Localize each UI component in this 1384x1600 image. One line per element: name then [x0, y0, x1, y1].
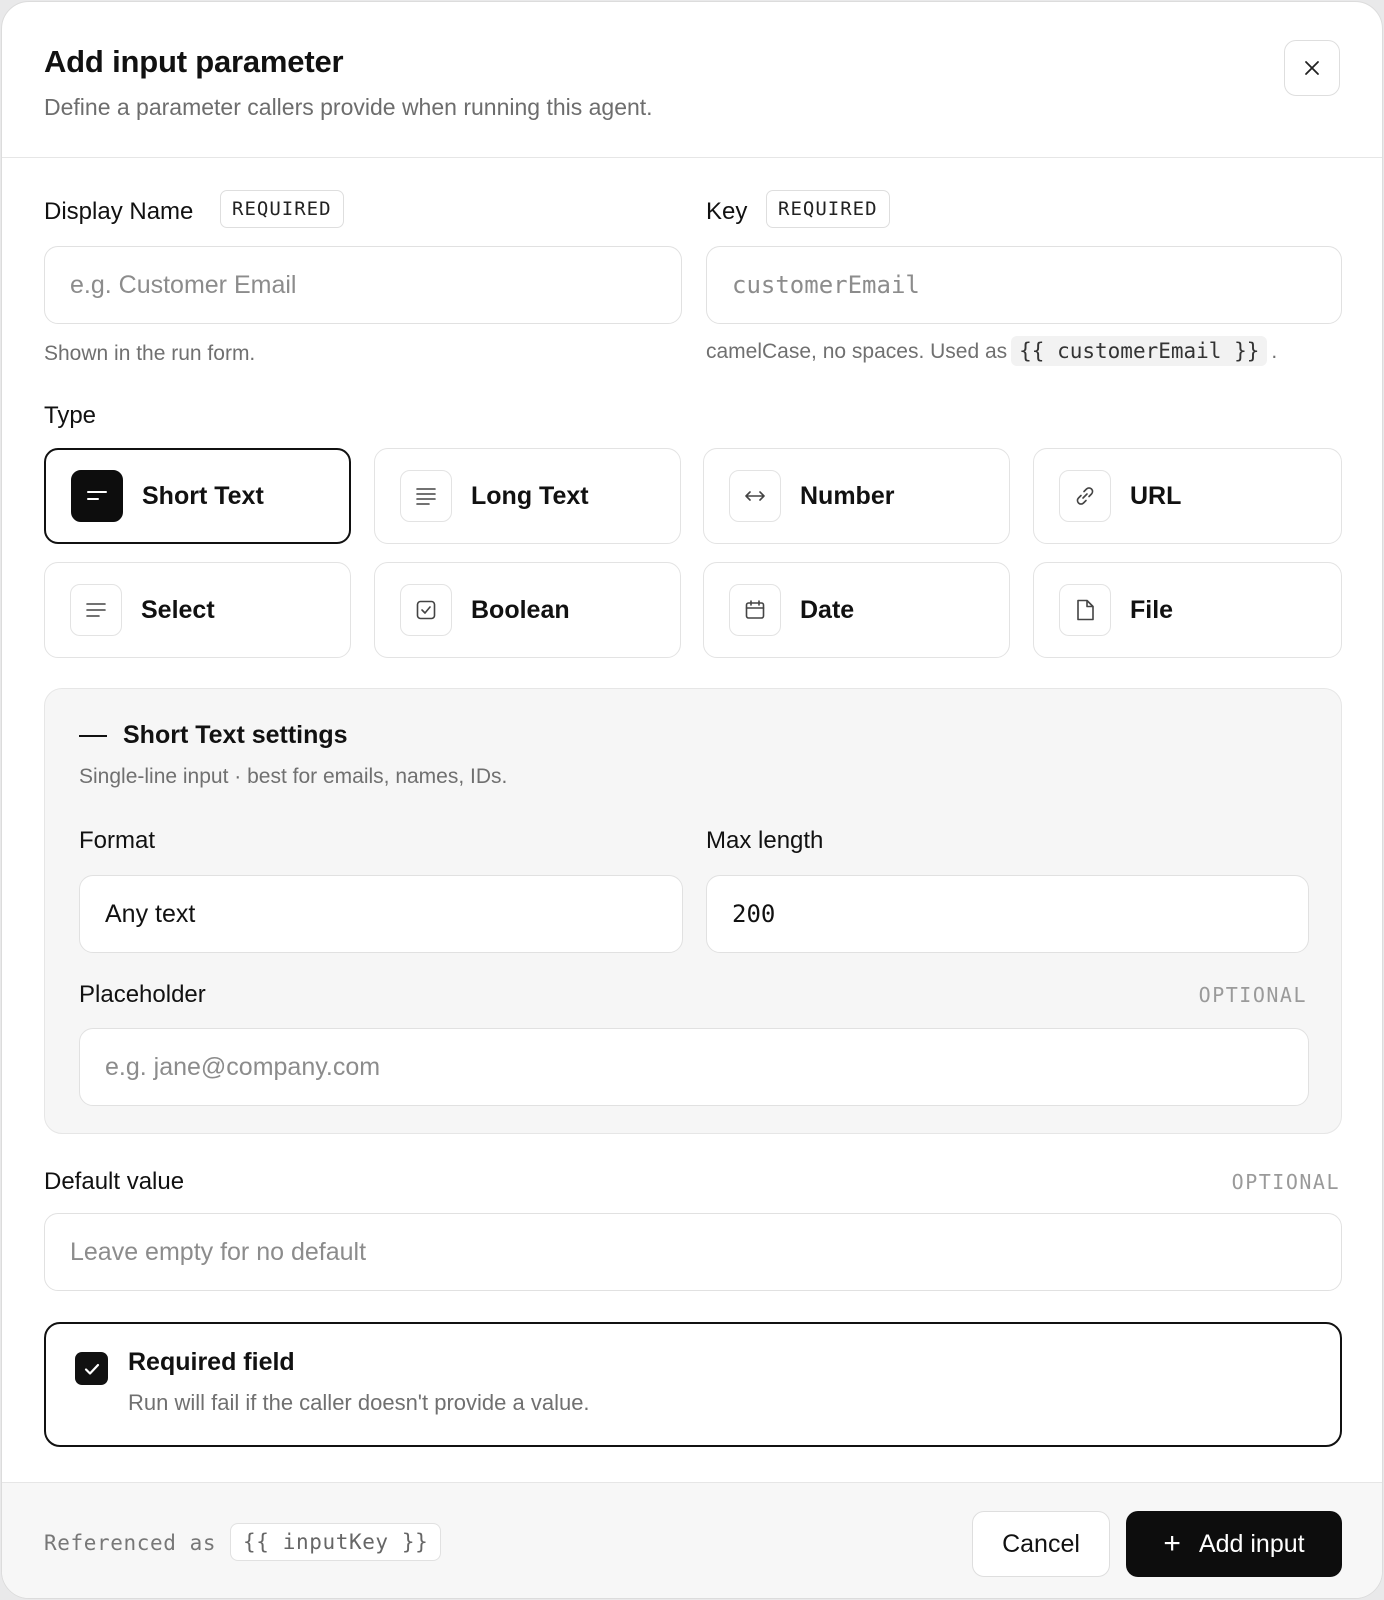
max-length-input[interactable]: 200 [706, 875, 1309, 953]
type-option-file[interactable] [1033, 562, 1342, 658]
key-hint-suffix: . [1271, 340, 1278, 363]
key-hint-code: {{ customerEmail }} [1011, 336, 1267, 366]
add-input-button[interactable] [1126, 1511, 1342, 1577]
placeholder-input[interactable]: e.g. jane@company.com [79, 1028, 1309, 1106]
type-label: Type [44, 402, 97, 429]
format-label: Format [79, 827, 156, 854]
key-required-badge: REQUIRED [766, 190, 890, 228]
key-hint-text: camelCase, no spaces. Used as [706, 340, 1008, 363]
placeholder-optional-tag: OPTIONAL [1198, 983, 1307, 1007]
checkbox-icon [400, 584, 452, 636]
type-option-label: Number [800, 481, 895, 510]
dialog-footer [2, 1482, 1382, 1599]
settings-title: Short Text settings [123, 721, 348, 749]
max-length-label: Max length [706, 827, 824, 854]
format-select[interactable]: Any text [79, 875, 683, 953]
default-value-input[interactable]: Leave empty for no default [44, 1213, 1342, 1291]
type-option-url[interactable] [1033, 448, 1342, 544]
close-button[interactable] [1284, 40, 1340, 96]
type-option-label: Short Text [142, 481, 264, 510]
required-field-title: Required field [128, 1348, 295, 1376]
display-name-required-badge: REQUIRED [220, 190, 344, 228]
short-text-icon [71, 470, 123, 522]
settings-subtitle: Single-line input · best for emails, names, IDs. [79, 765, 508, 788]
type-option-short-text[interactable] [44, 448, 351, 544]
default-value-label: Default value [44, 1168, 185, 1195]
required-field-subtitle: Run will fail if the caller doesn't provide a value. [128, 1390, 590, 1415]
type-option-label: Long Text [471, 481, 589, 510]
type-option-label: Date [800, 595, 855, 624]
referenced-as-label: Referenced as [44, 1531, 217, 1555]
placeholder-label: Placeholder [79, 981, 206, 1008]
type-option-date[interactable] [703, 562, 1010, 658]
type-option-label: URL [1130, 481, 1182, 510]
type-option-boolean[interactable] [374, 562, 681, 658]
display-name-input[interactable]: e.g. Customer Email [44, 246, 682, 324]
type-option-select[interactable] [44, 562, 351, 658]
default-value-optional-tag: OPTIONAL [1231, 1170, 1340, 1194]
key-label: Key [706, 198, 748, 225]
type-option-long-text[interactable] [374, 448, 681, 544]
referenced-as-code: {{ inputKey }} [230, 1523, 441, 1561]
display-name-label: Display Name [44, 198, 194, 225]
plus-icon: + [1163, 1527, 1181, 1560]
type-option-label: Boolean [471, 595, 570, 624]
key-input[interactable]: customerEmail [706, 246, 1342, 324]
dialog-subtitle: Define a parameter callers provide when running this agent. [44, 94, 653, 120]
collapse-dash-icon[interactable] [79, 735, 107, 737]
checkmark-icon [82, 1359, 102, 1379]
link-icon [1059, 470, 1111, 522]
display-name-hint: Shown in the run form. [44, 342, 256, 365]
add-input-label: Add input [1198, 1529, 1305, 1558]
file-icon [1059, 584, 1111, 636]
required-field-toggle[interactable] [44, 1322, 1342, 1447]
required-checkbox[interactable] [75, 1352, 108, 1385]
key-hint [706, 336, 1277, 366]
dialog-title: Add input parameter [44, 44, 344, 79]
add-input-parameter-dialog [1, 1, 1383, 1599]
select-icon [70, 584, 122, 636]
type-option-label: File [1130, 595, 1174, 624]
dialog-header [2, 2, 1382, 158]
calendar-icon [729, 584, 781, 636]
close-icon [1302, 58, 1322, 78]
long-text-icon [400, 470, 452, 522]
short-text-settings-panel [44, 688, 1342, 1134]
cancel-button[interactable]: Cancel [972, 1511, 1110, 1577]
type-option-label: Select [141, 595, 215, 624]
type-option-number[interactable] [703, 448, 1010, 544]
number-icon [729, 470, 781, 522]
